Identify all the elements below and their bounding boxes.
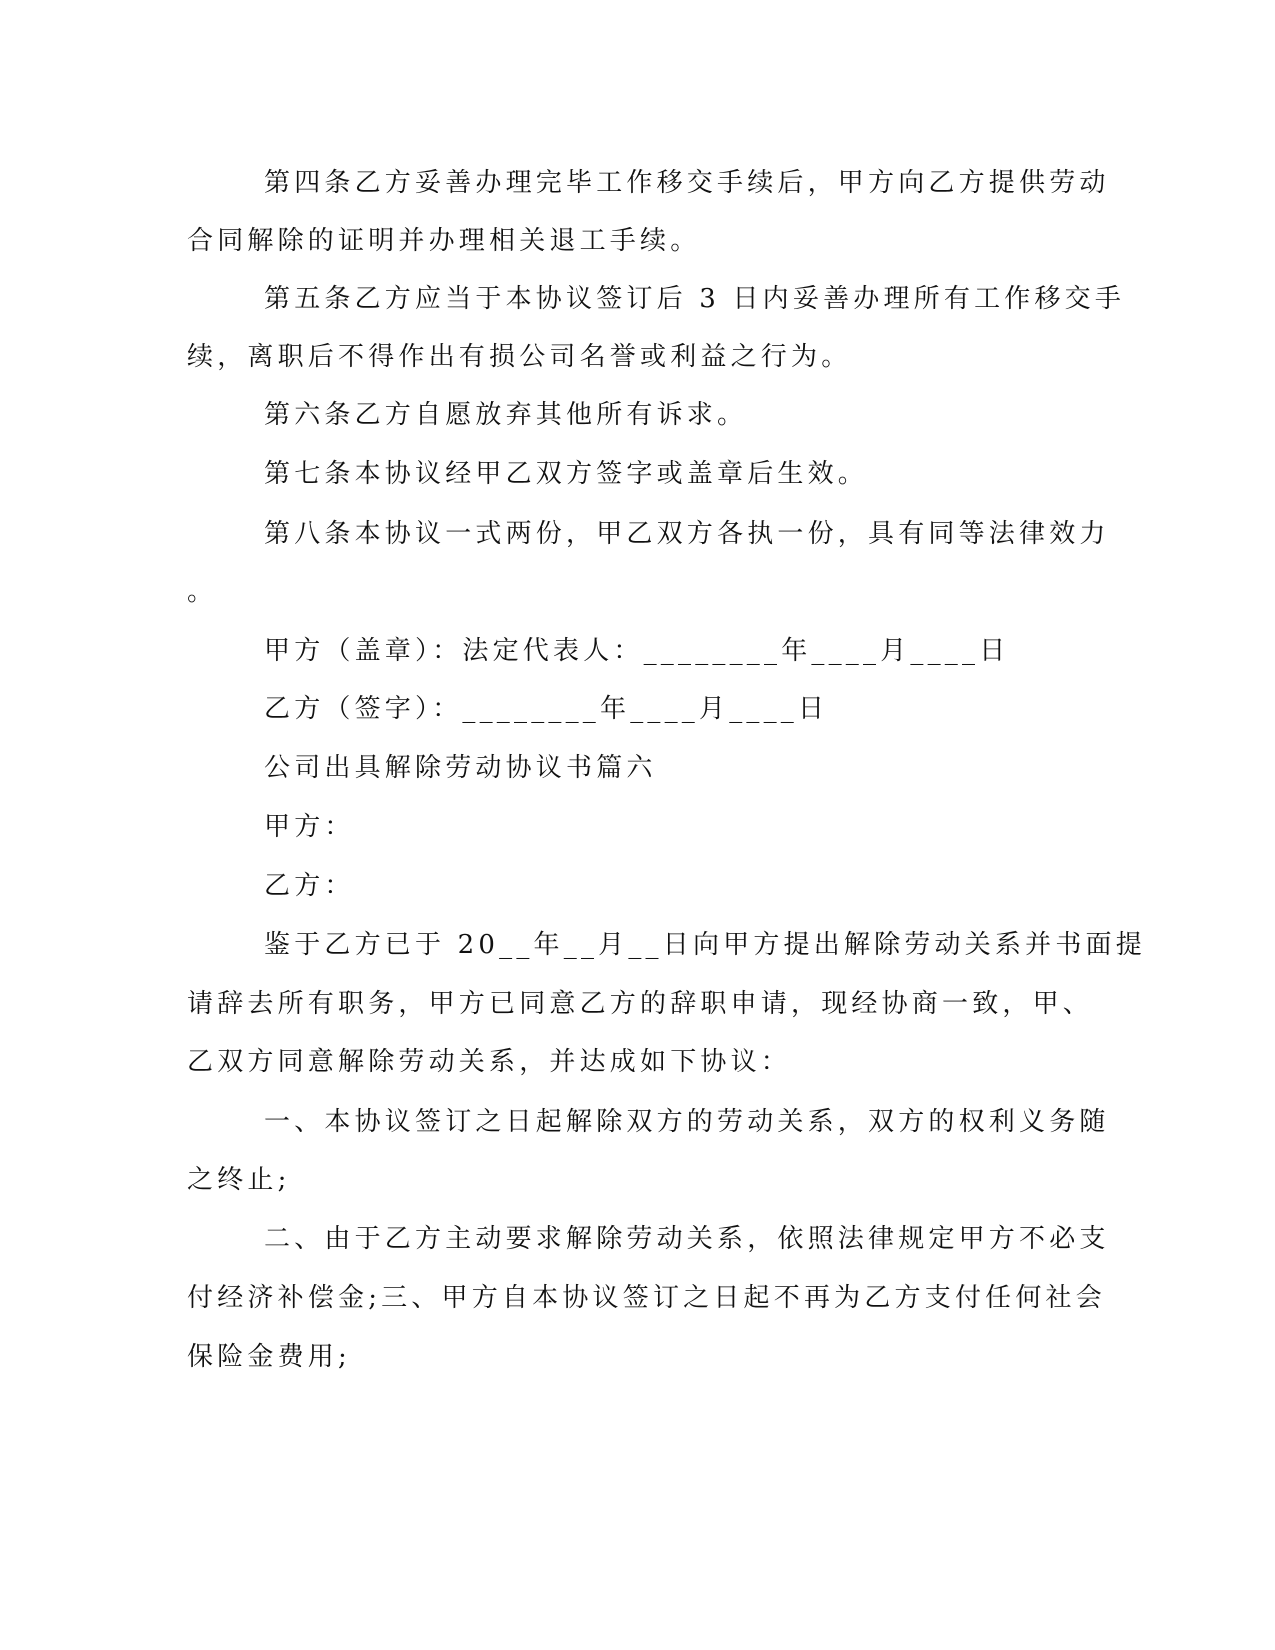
clause-5-line-1: 第五条乙方应当于本协议签订后 3 日内妥善办理所有工作移交手	[264, 284, 1126, 314]
party-b-label: 乙方：	[264, 871, 355, 901]
preamble-line-2: 请辞去所有职务，甲方已同意乙方的辞职申请，现经协商一致，甲、	[187, 989, 1094, 1019]
item-1-line-2: 之终止;	[187, 1165, 291, 1195]
clause-5-line-2: 续，离职后不得作出有损公司名誉或利益之行为。	[187, 342, 852, 372]
clause-4-line-2: 合同解除的证明并办理相关退工手续。	[187, 226, 701, 256]
clause-4-line-1: 第四条乙方妥善办理完毕工作移交手续后，甲方向乙方提供劳动	[264, 168, 1110, 198]
section-title: 公司出具解除劳动协议书篇六	[264, 753, 657, 783]
clause-7: 第七条本协议经甲乙双方签字或盖章后生效。	[264, 459, 869, 489]
item-3-line-2: 保险金费用;	[187, 1342, 351, 1372]
preamble-line-3: 乙双方同意解除劳动关系，并达成如下协议：	[187, 1047, 792, 1077]
party-a-signature-line: 甲方（盖章）：法定代表人：________年____月____日	[264, 636, 1010, 666]
item-2-line-1: 二、由于乙方主动要求解除劳动关系，依照法律规定甲方不必支	[264, 1224, 1110, 1254]
preamble-line-1: 鉴于乙方已于 20__年__月__日向甲方提出解除劳动关系并书面提	[264, 930, 1146, 960]
party-b-signature-line: 乙方（签字）：________年____月____日	[264, 694, 829, 724]
clause-8-line-1: 第八条本协议一式两份，甲乙双方各执一份，具有同等法律效力	[264, 519, 1110, 549]
clause-8-line-2: 。	[187, 577, 218, 607]
clause-6: 第六条乙方自愿放弃其他所有诉求。	[264, 400, 748, 430]
item-2-line-2: 付经济补偿金;三、甲方自本协议签订之日起不再为乙方支付任何社会	[187, 1283, 1106, 1313]
item-1-line-1: 一、本协议签订之日起解除双方的劳动关系，双方的权利义务随	[264, 1107, 1110, 1137]
party-a-label: 甲方：	[264, 812, 355, 842]
